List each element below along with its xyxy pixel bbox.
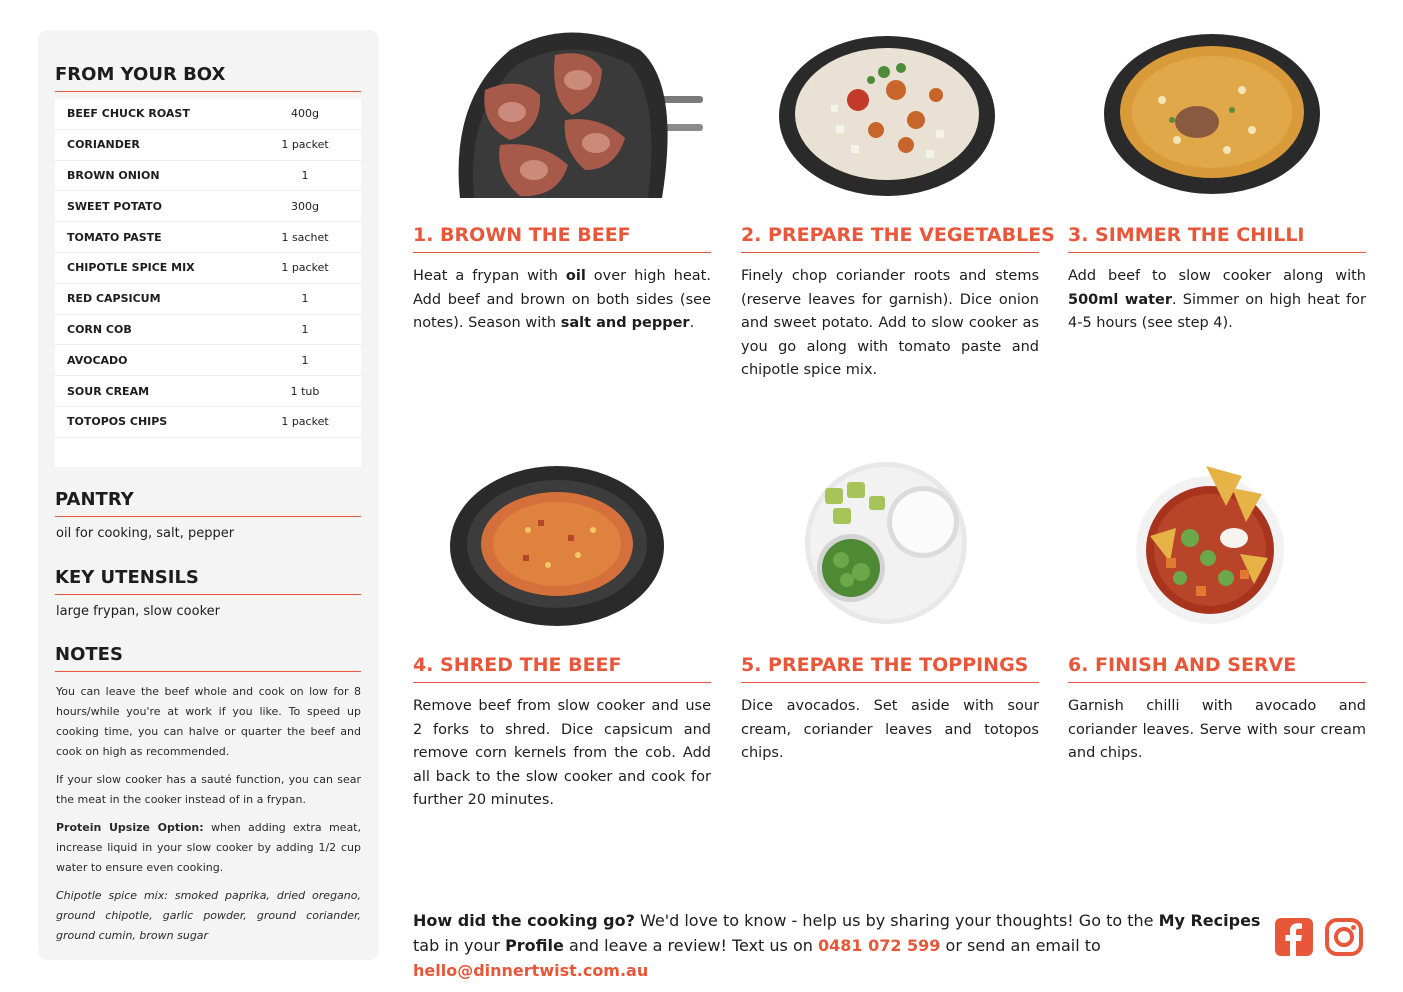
ingredient-row bbox=[55, 284, 361, 315]
step-text: Add beef to slow cooker along with 500ml water. Simmer on high heat for 4-5 hours (see step 4). bbox=[1068, 268, 1366, 331]
slow-cooker-simmer-photo bbox=[1102, 30, 1322, 198]
step-title: 5. PREPARE THE TOPPINGS bbox=[741, 654, 1039, 683]
ingredient-row bbox=[55, 376, 361, 407]
ingredient-row bbox=[55, 345, 361, 376]
ingredient-name: RED CAPSICUM bbox=[67, 292, 161, 306]
ingredient-name: SOUR CREAM bbox=[67, 384, 150, 398]
from-your-box-title: FROM YOUR BOX bbox=[55, 64, 361, 92]
step-2 bbox=[741, 224, 1055, 383]
step-5 bbox=[741, 654, 1039, 766]
ingredient-name: BROWN ONION bbox=[67, 168, 160, 182]
facebook-icon[interactable] bbox=[1275, 918, 1313, 956]
ingredient-name: SWEET POTATO bbox=[67, 199, 162, 213]
key-utensils-title: KEY UTENSILS bbox=[55, 567, 361, 595]
step-text: Dice avocados. Set aside with sour cream, coriander leaves and totopos chips. bbox=[741, 698, 1039, 761]
ingredient-row bbox=[55, 315, 361, 346]
notes-body bbox=[56, 682, 361, 954]
step-text: Finely chop coriander roots and stems (reserve leaves for garnish). Dice onion and sweet potato. Add to slow cooker as you go along with tomato paste and chipotle spice mix. bbox=[741, 268, 1039, 378]
ingredient-quantity: 1 bbox=[301, 292, 309, 306]
note-bold: Protein Upsize Option: bbox=[56, 821, 204, 834]
ingredient-quantity: 1 tub bbox=[290, 384, 320, 398]
instagram-icon[interactable] bbox=[1325, 918, 1363, 956]
pantry-title: PANTRY bbox=[55, 489, 361, 517]
notes-title: NOTES bbox=[55, 644, 361, 672]
ingredient-quantity: 1 packet bbox=[281, 415, 329, 429]
ingredient-name: CORN COB bbox=[67, 322, 132, 336]
my-recipes-label: My Recipes bbox=[1158, 911, 1261, 930]
ingredient-row bbox=[55, 130, 361, 161]
review-question: How did the cooking go? bbox=[413, 911, 635, 930]
note-text: when adding extra meat, increase liquid in your slow cooker by adding 1/2 cup water to ensure even cooking. bbox=[56, 821, 361, 874]
ingredient-quantity: 1 bbox=[301, 322, 309, 336]
ingredient-quantity: 1 packet bbox=[281, 138, 329, 152]
step-title: 6. FINISH AND SERVE bbox=[1068, 654, 1366, 683]
ingredient-quantity: 1 sachet bbox=[281, 230, 329, 244]
ingredients-table bbox=[55, 99, 361, 467]
ingredient-quantity: 1 bbox=[301, 168, 309, 182]
ingredient-name: CHIPOTLE SPICE MIX bbox=[67, 261, 195, 275]
step-text: Heat a frypan with oil over high heat. Add beef and brown on both sides (see notes). Season with salt and pepper. bbox=[413, 268, 711, 331]
step-text: Garnish chilli with avocado and coriander leaves. Serve with sour cream and chips. bbox=[1068, 698, 1366, 761]
note-paragraph: You can leave the beef whole and cook on low for 8 hours/while you're at work if you like. To speed up cooking time, you can halve or quarter the beef and cook on high as recommended. bbox=[56, 685, 361, 758]
note-paragraph bbox=[56, 818, 361, 878]
pantry-text: oil for cooking, salt, pepper bbox=[56, 526, 235, 541]
ingredient-name: TOTOPOS CHIPS bbox=[67, 415, 168, 429]
ingredient-quantity: 1 packet bbox=[281, 261, 329, 275]
utensils-text: large frypan, slow cooker bbox=[56, 604, 220, 619]
step-text: Remove beef from slow cooker and use 2 forks to shred. Dice capsicum and remove corn kernels from the cob. Add all back to the slow cooker and cook for further 20 minutes. bbox=[413, 698, 711, 808]
ingredient-name: TOMATO PASTE bbox=[67, 230, 162, 244]
ingredient-row bbox=[55, 99, 361, 130]
review-prompt: How did the cooking go? We'd love to know - help us by sharing your thoughts! Go to the My Recipes tab in your Profile and leave a review! Text us on 0481 072 599 or send an email to hello@dinnertwist.com.au bbox=[413, 911, 1261, 980]
email-link[interactable]: hello@dinnertwist.com.au bbox=[413, 961, 649, 980]
ingredient-row bbox=[55, 407, 361, 438]
note-paragraph: Chipotle spice mix: smoked paprika, dried oregano, ground chipotle, garlic powder, ground coriander, ground cumin, brown sugar bbox=[56, 889, 361, 942]
step-4 bbox=[413, 654, 711, 813]
step-title: 4. SHRED THE BEEF bbox=[413, 654, 711, 683]
ingredient-name: BEEF CHUCK ROAST bbox=[67, 107, 190, 121]
step-title: 2. PREPARE THE VEGETABLES bbox=[741, 224, 1039, 253]
ingredient-quantity: 400g bbox=[291, 107, 319, 121]
ingredient-quantity: 300g bbox=[291, 199, 319, 213]
ingredient-row bbox=[55, 161, 361, 192]
step-3 bbox=[1068, 224, 1366, 336]
step-title: 3. SIMMER THE CHILLI bbox=[1068, 224, 1366, 253]
step-1 bbox=[413, 224, 711, 336]
toppings-plate-photo bbox=[803, 460, 969, 626]
ingredient-row bbox=[55, 191, 361, 222]
frypan-beef-photo bbox=[450, 30, 705, 200]
profile-label: Profile bbox=[505, 936, 564, 955]
ingredients-panel bbox=[38, 30, 379, 960]
slow-cooker-vegetables-photo bbox=[776, 30, 998, 200]
ingredient-name: CORIANDER bbox=[67, 138, 140, 152]
slow-cooker-shredded-beef-photo bbox=[448, 460, 666, 630]
step-6 bbox=[1068, 654, 1366, 766]
ingredient-quantity: 1 bbox=[301, 353, 309, 367]
ingredient-row bbox=[55, 253, 361, 284]
finished-chilli-bowl-photo bbox=[1130, 458, 1290, 626]
note-paragraph: If your slow cooker has a sauté function, you can sear the meat in the cooker instead of in a frypan. bbox=[56, 773, 361, 806]
step-title: 1. BROWN THE BEEF bbox=[413, 224, 711, 253]
ingredient-name: AVOCADO bbox=[67, 353, 128, 367]
ingredient-row bbox=[55, 222, 361, 253]
phone-link[interactable]: 0481 072 599 bbox=[817, 936, 941, 955]
